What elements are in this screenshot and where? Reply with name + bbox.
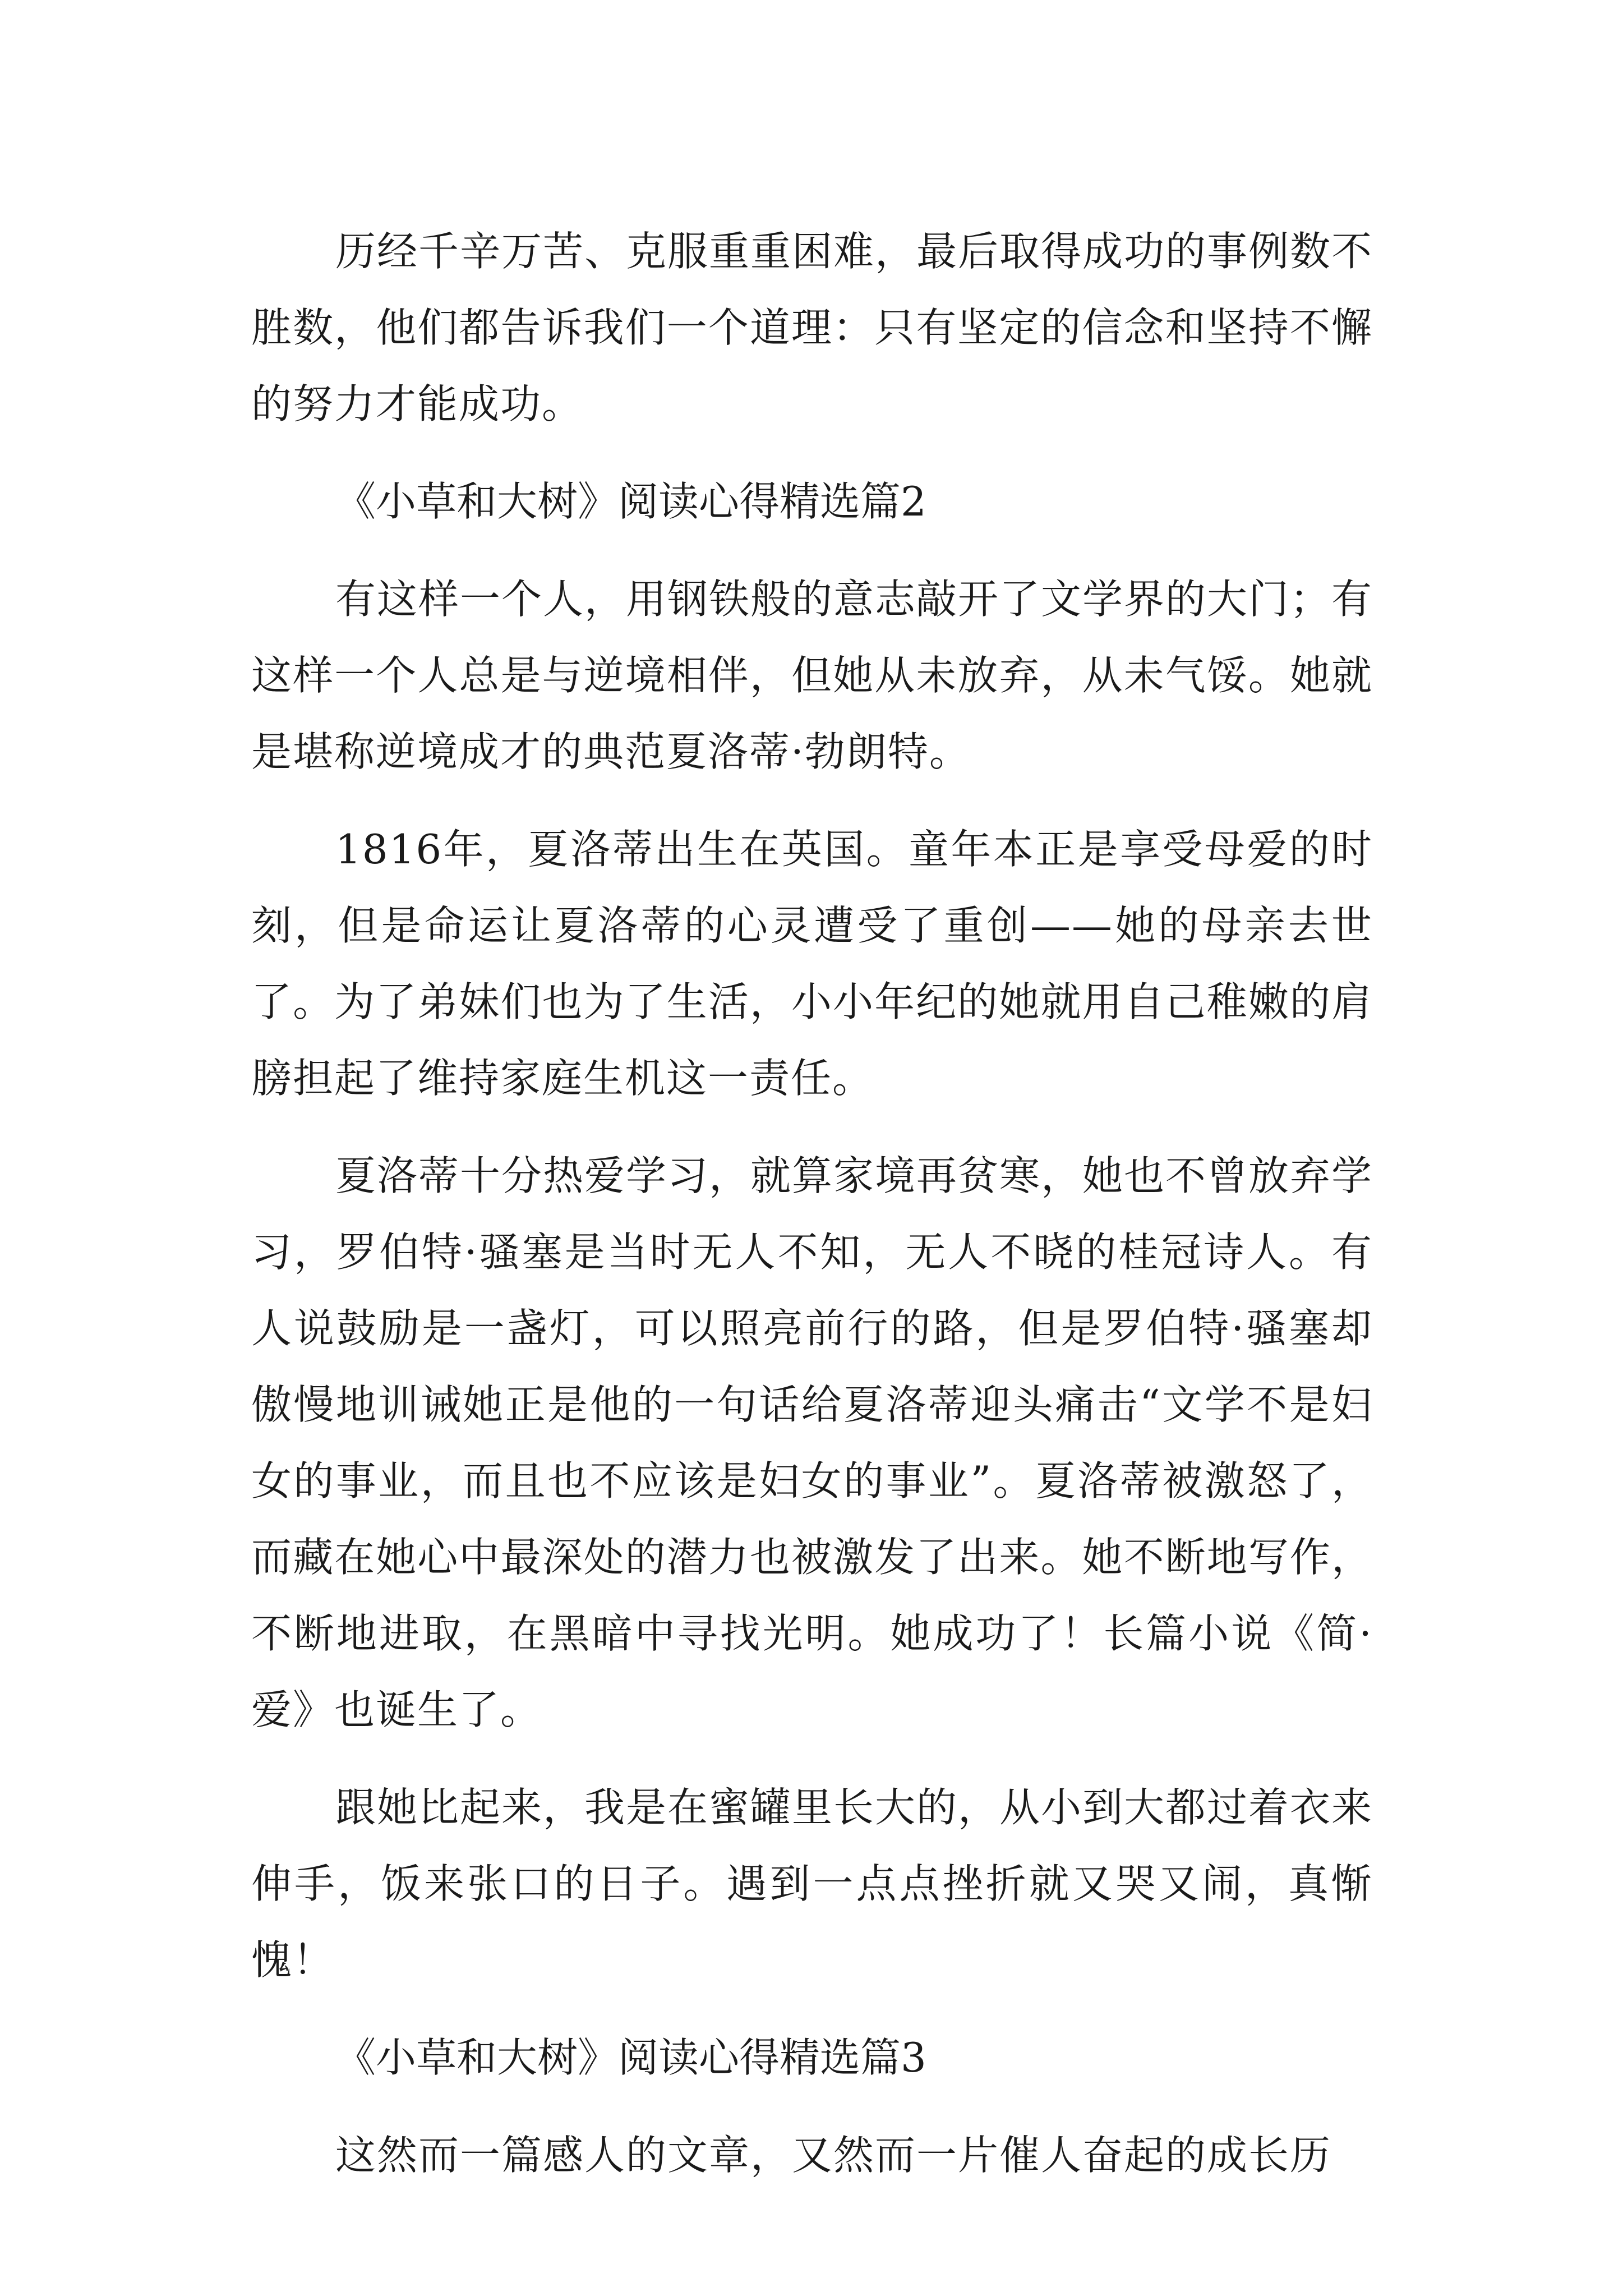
section-heading-3: 《小草和大树》阅读心得精选篇3: [335, 2034, 926, 2081]
paragraph-section-3-start: 这然而一篇感人的文章，又然而一片催人奋起的成长历: [335, 2132, 1332, 2179]
paragraph-reflection: 跟她比起来，我是在蜜罐里长大的，从小到大都过着衣来伸手，饭来张口的日子。遇到一点点挫折就又哭又闹，真惭愧！: [251, 1784, 1373, 1984]
section-heading-2: 《小草和大树》阅读心得精选篇2: [335, 478, 926, 525]
paragraph-intro-charlotte: 有这样一个人，用钢铁般的意志敲开了文学界的大门；有这样一个人总是与逆境相伴，但她从未放弃，从未气馁。她就是堪称逆境成才的典范夏洛蒂·勃朗特。: [251, 576, 1373, 775]
paragraph-conclusion: 历经千辛万苦、克服重重困难，最后取得成功的事例数不胜数，他们都告诉我们一个道理：只有坚定的信念和坚持不懈的努力才能成功。: [251, 228, 1373, 427]
paragraph-childhood: 1816年，夏洛蒂出生在英国。童年本正是享受母爱的时刻，但是命运让夏洛蒂的心灵遭受了重创——她的母亲去世了。为了弟妹们也为了生活，小小年纪的她就用自己稚嫩的肩膀担起了维持家庭生机这一责任。: [251, 826, 1373, 1102]
paragraph-study: 夏洛蒂十分热爱学习，就算家境再贫寒，她也不曾放弃学习，罗伯特·骚塞是当时无人不知，无人不晓的桂冠诗人。有人说鼓励是一盏灯，可以照亮前行的路，但是罗伯特·骚塞却傲慢地训诫她正是他的一句话给夏洛蒂迎头痛击“文学不是妇女的事业，而且也不应该是妇女的事业”。夏洛蒂被激怒了，而藏在她心中最深处的潜力也被激发了出来。她不断地写作，不断地进取，在黑暗中寻找光明。她成功了！长篇小说《简·爱》也诞生了。: [251, 1152, 1373, 1733]
document-body: [251, 213, 1373, 2215]
